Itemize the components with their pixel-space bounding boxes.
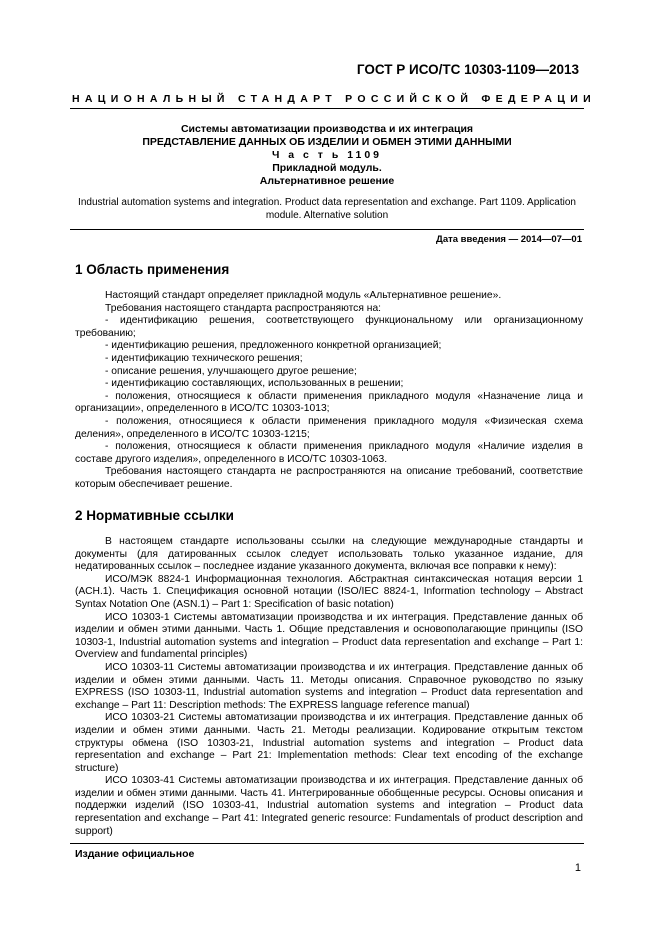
title-line-3: Ч а с т ь 1109 [271,149,383,161]
section-1-heading: 1 Область применения [75,262,230,277]
title-line-5: Альтернативное решение [259,175,395,187]
title-divider [70,229,584,230]
footer-divider [70,843,584,844]
paragraph: В настоящем стандарте использованы ссылки на следующие международные стандарты и документы (для датированных ссылок следует использовать только указанное издание, для недатированных ссылок – последнее издание указанного документа, включая все поправки к нему): [75,536,583,573]
official-edition-label: Издание официальное [75,848,195,860]
reference-item: ИСО 10303-21 Системы автоматизации производства и их интеграция. Представление данных об изделии и обмен этими данными. Часть 21. Методы реализации. Кодирование открытым текстом структуры обмена (ISO 10303-21, Industrial automation systems and integration – Product data representation and exchange – Part 21: Implementation methods: Clear text encoding of the exchange structure) [75,712,583,774]
section-1-body [75,290,583,492]
list-item: - положения, относящиеся к области применения прикладного модуля «Наличие изделия в составе другого изделия», определенного в ИСО/ТС 10303-1063. [75,441,583,465]
list-item: - положения, относящиеся к области применения прикладного модуля «Физическая схема деления», определенного в ИСО/ТС 10303-1215; [75,415,583,440]
title-line-4: Прикладной модуль. [272,162,382,174]
list-item: - положения, относящиеся к области применения прикладного модуля «Назначение лица и организации», определенного в ИСО/ТС 10303-1013; [75,390,583,415]
paragraph: Требования настоящего стандарта распространяются на: [105,302,382,314]
section-2-body [75,536,583,838]
header-divider [70,108,584,109]
document-code: ГОСТ Р ИСО/ТС 10303-1109—2013 [356,62,579,77]
reference-item: ИСО/МЭК 8824-1 Информационная технология. Абстрактная синтаксическая нотация версии 1 (АСН.1). Часть 1. Спецификация основной нотации (ISO/IEC 8824-1, Information technology – Abstract Syntax Notation One (ASN.1) – Part 1: Specification of basic notation) [75,573,583,610]
paragraph: Настоящий стандарт определяет прикладной модуль «Альтернативное решение». [105,290,502,301]
list-item: - идентификацию решения, предложенного конкретной организацией; [105,340,442,352]
reference-item: ИСО 10303-1 Системы автоматизации производства и их интеграция. Представление данных об изделии и обмен этими данными. Часть 1. Общие представления и основополагающие принципы (ISO 10303-1, Industrial automation systems and integration – Product data representation and exchange – Part 1: Overview and fundamental principles) [75,611,583,661]
reference-item: ИСО 10303-41 Системы автоматизации производства и их интеграция. Представление данных об изделии и обмен этими данными. Часть 41. Интегрированные обобщенные ресурсы. Основы описания и поддержки изделий (ISO 10303-41, Industrial automation systems and integration – Product data representation and exchange – Part 41: Integrated generic resource: Fundamentals of product description and support) [75,775,583,837]
list-item: - идентификацию составляющих, использованных в решении; [105,378,404,390]
national-standard-banner: НАЦИОНАЛЬНЫЙ СТАНДАРТ РОССИЙСКОЙ ФЕДЕРАЦИИ [72,93,596,105]
list-item: - описание решения, улучшающего другое решение; [105,365,357,377]
document-title [70,123,584,188]
english-title: Industrial automation systems and integration. Product data representation and exchange. Part 1109. Application module. Alternative solution [78,197,576,221]
page-number: 1 [574,862,581,874]
title-line-2: ПРЕДСТАВЛЕНИЕ ДАННЫХ ОБ ИЗДЕЛИИ И ОБМЕН ЭТИМИ ДАННЫМИ [142,136,512,148]
title-line-1: Системы автоматизации производства и их интеграция [180,123,474,135]
introduction-date: Дата введения — 2014—07—01 [436,234,582,245]
list-item: - идентификацию решения, соответствующего функциональному или организационному требованию; [75,315,583,339]
paragraph: Требования настоящего стандарта не распространяются на описание требований, соответствие которым обеспечивает решение. [75,466,583,490]
section-2-heading: 2 Нормативные ссылки [75,508,234,523]
list-item: - идентификацию технического решения; [105,352,303,364]
reference-item: ИСО 10303-11 Системы автоматизации производства и их интеграция. Представление данных об изделии и обмен этими данными. Часть 11. Методы описания. Справочное руководство по языку EXPRESS (ISO 10303-11, Industrial automation systems and integration – Product data representation and exchange – Part 11: Description methods: The EXPRESS language reference manual) [75,661,583,711]
